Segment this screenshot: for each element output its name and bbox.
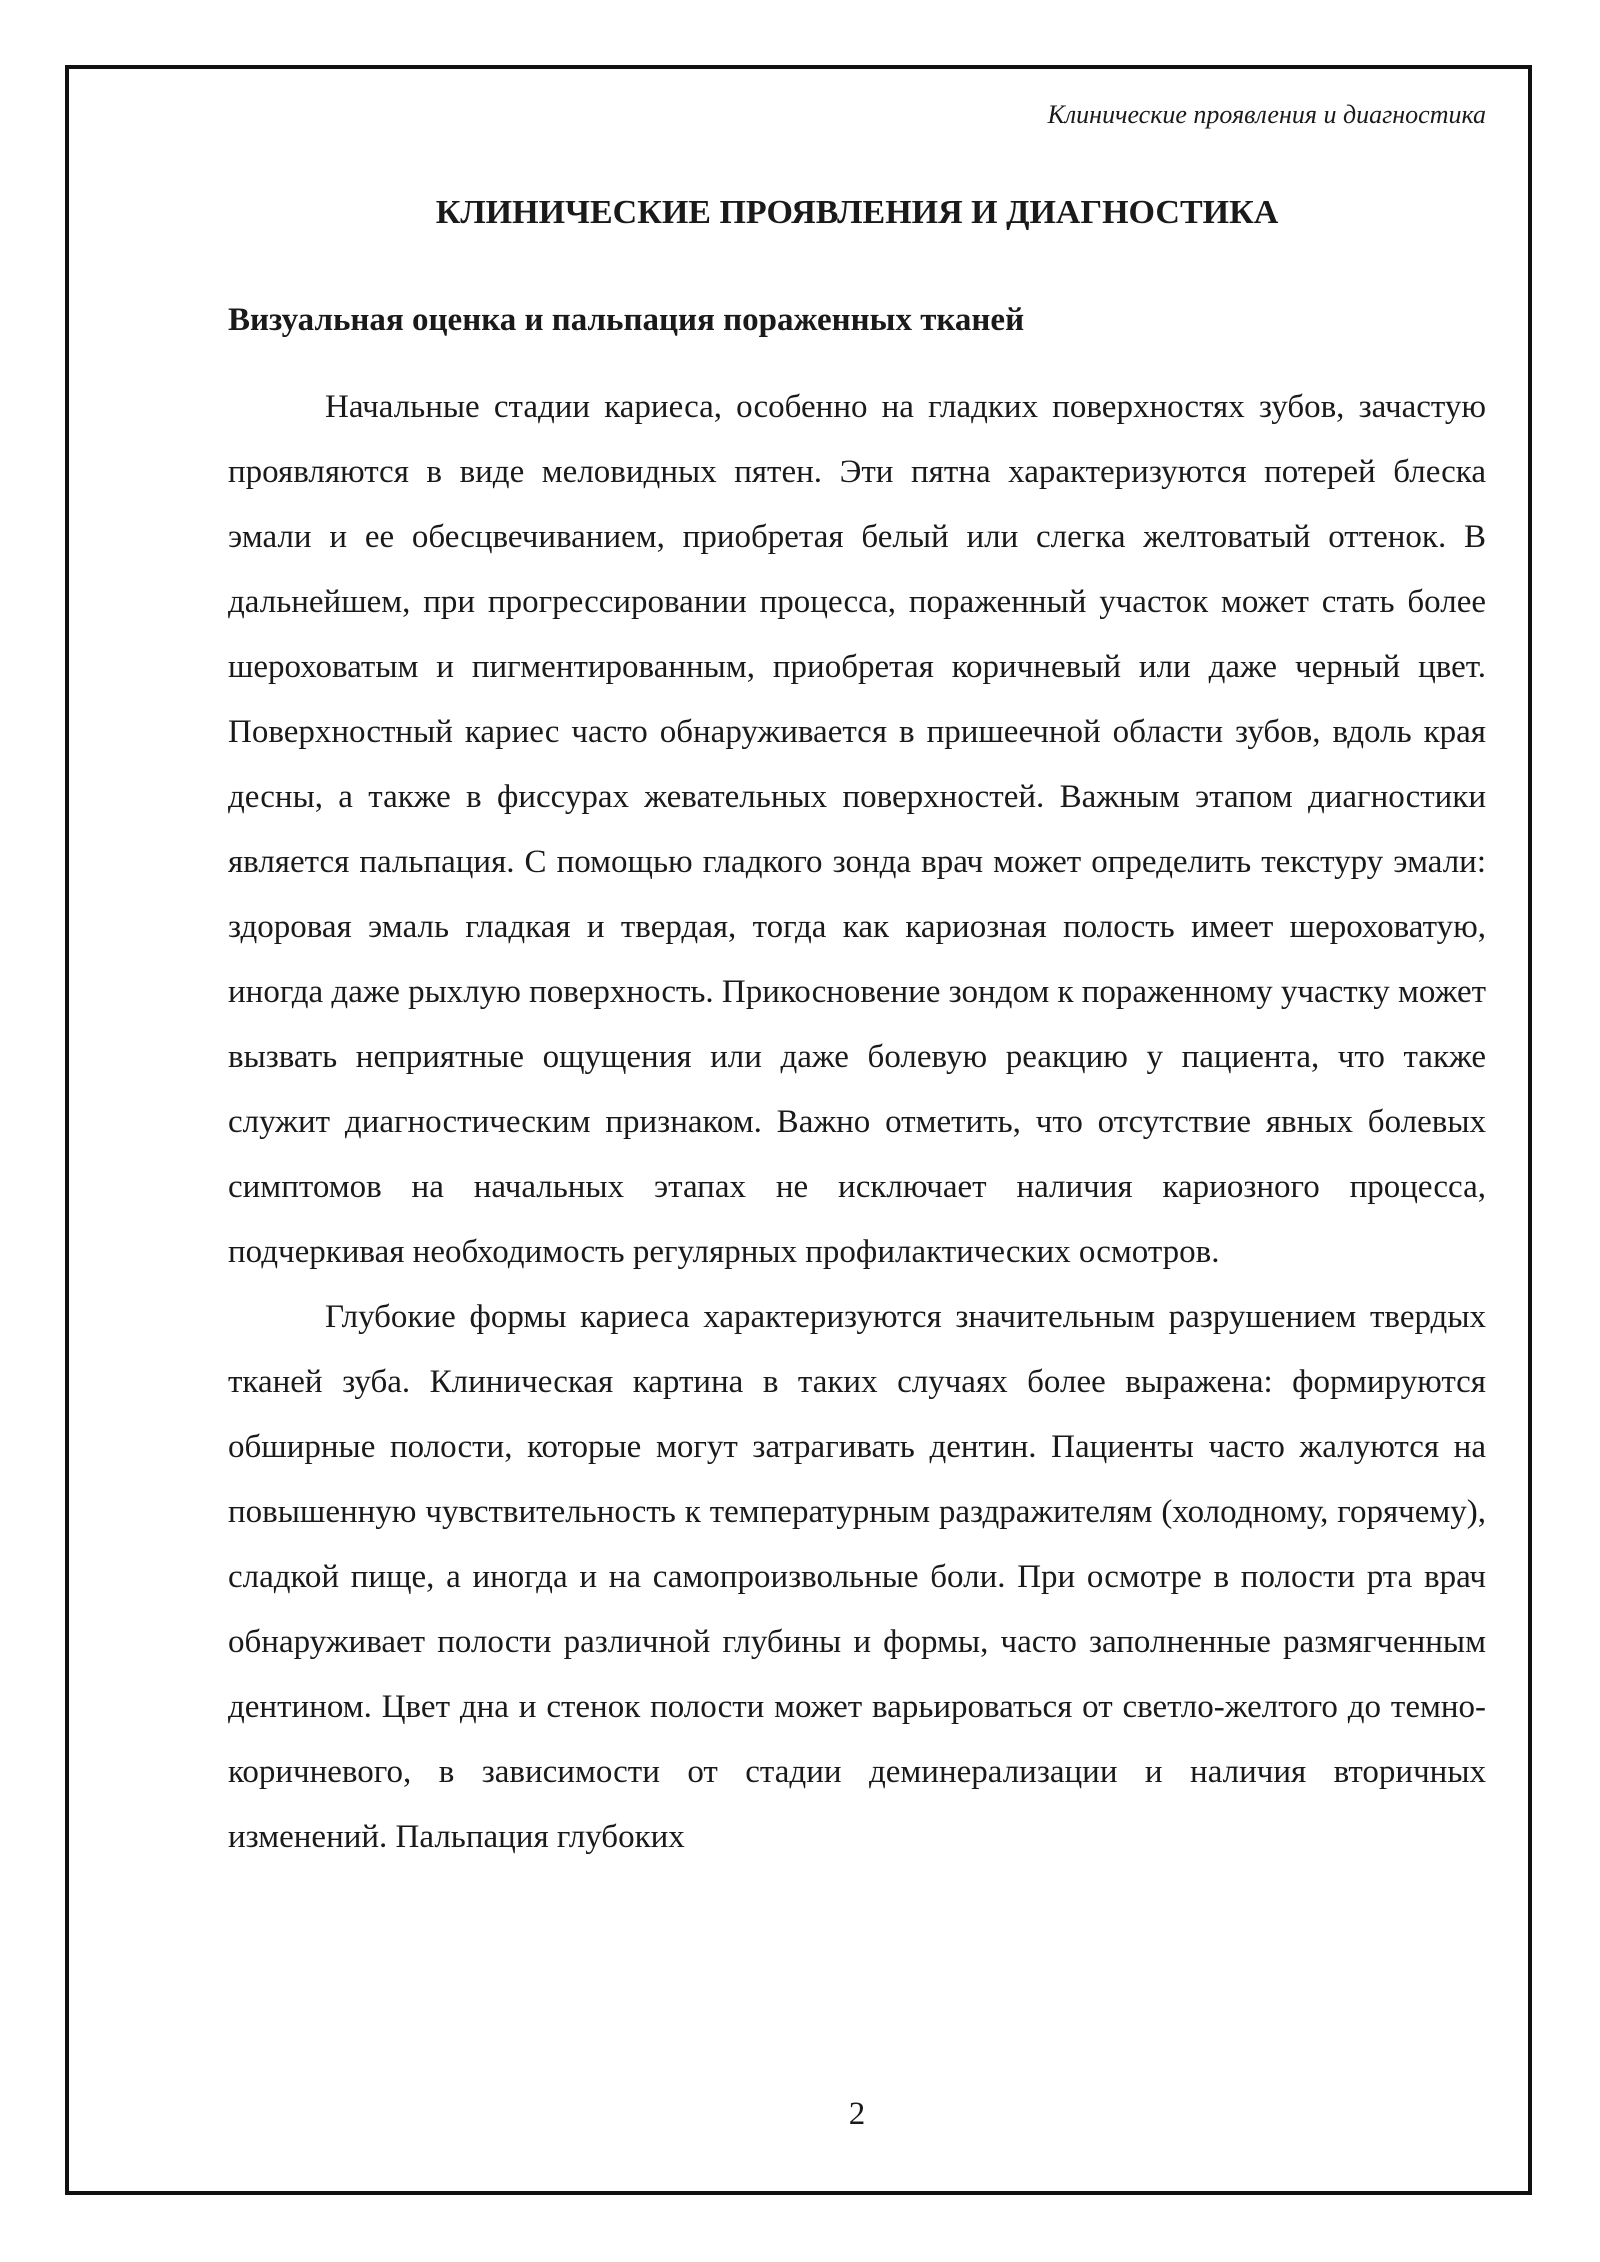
chapter-title: КЛИНИЧЕСКИЕ ПРОЯВЛЕНИЯ И ДИАГНОСТИКА (435, 194, 1279, 231)
page-number: 2 (848, 2096, 866, 2132)
body-text (228, 375, 1486, 1870)
paragraph-deep-caries: Глубокие формы кариеса характеризуются значительным разрушением твердых тканей зуба. Клиническая картина в таких случаях более выражена: формируются обширные полости, которые могут затрагивать дентин. Пациенты часто жалуются на повышенную чувствительность к температурным раздражителям (холодному, горячему), сладкой пище, а иногда и на самопроизвольные боли. При осмотре в полости рта врач обнаруживает полости различной глубины и формы, часто заполненные размягченным дентином. Цвет дна и стенок полости может варьироваться от светло-желтого до темно-коричневого, в зависимости от стадии деминерализации и наличия вторичных изменений. Пальпация глубоких (228, 1299, 1486, 1855)
paragraph-early-caries: Начальные стадии кариеса, особенно на гладких поверхностях зубов, зачастую проявляются в виде меловидных пятен. Эти пятна характеризуются потерей блеска эмали и ее обесцвечиванием, приобретая белый или слегка желтоватый оттенок. В дальнейшем, при прогрессировании процесса, пораженный участок может стать более шероховатым и пигментированным, приобретая коричневый или даже черный цвет. Поверхностный кариес часто обнаруживается в пришеечной области зубов, вдоль края десны, а также в фиссурах жевательных поверхностей. Важным этапом диагностики является пальпация. С помощью гладкого зонда врач может определить текстуру эмали: здоровая эмаль гладкая и твердая, тогда как кариозная полость имеет шероховатую, иногда даже рыхлую поверхность. Прикосновение зондом к пораженному участку может вызвать неприятные ощущения или даже болевую реакцию у пациента, что также служит диагностическим признаком. Важно отметить, что отсутствие явных болевых симптомов на начальных этапах не исключает наличия кариозного процесса, подчеркивая необходимость регулярных профилактических осмотров. (228, 389, 1487, 1270)
running-header: Клинические проявления и диагностика (1047, 100, 1486, 129)
section-heading: Визуальная оценка и пальпация пораженных тканей (228, 302, 1025, 338)
